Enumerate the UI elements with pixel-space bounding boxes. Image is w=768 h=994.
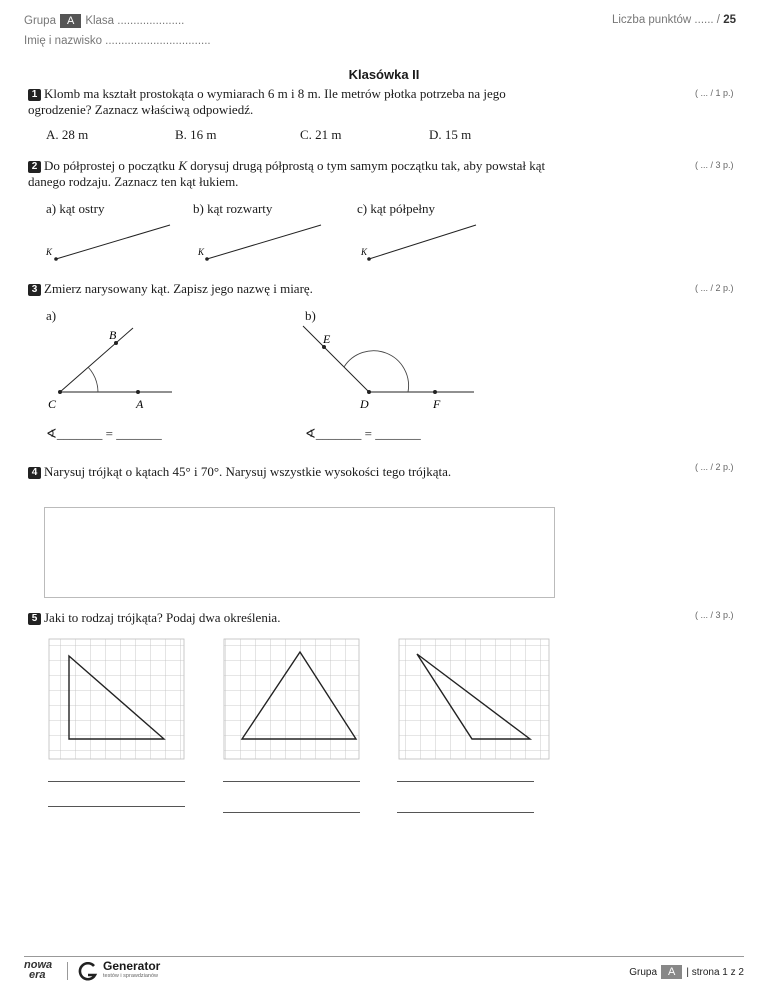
answer-line-1a[interactable] — [48, 781, 185, 782]
class-label: Klasa ..................... — [85, 15, 185, 27]
generator-logo — [103, 960, 160, 980]
point-k-label: K — [46, 247, 53, 257]
points-label: Liczba punktów ...... / — [611, 14, 720, 26]
part-b-label: b) — [305, 308, 316, 323]
point-c-label: C — [48, 397, 57, 411]
question-number: 5 — [28, 613, 41, 625]
group-class-line — [24, 14, 184, 28]
question-text: Jaki to rodzaj trójkąta? Podaj dwa określenia. — [44, 610, 281, 625]
question-points: ( ... / 1 p.) — [695, 88, 734, 98]
logo-separator — [67, 962, 68, 980]
footer-page-number: | strona 1 z 2 — [686, 967, 744, 978]
point-k-label: K — [361, 247, 368, 257]
question-number: 3 — [28, 284, 41, 296]
question-4 — [28, 464, 588, 480]
footer-group-badge: A — [661, 965, 682, 979]
answer-option-c[interactable]: C. 21 m — [300, 127, 342, 142]
points-line — [612, 14, 736, 26]
point-f-label: F — [433, 397, 441, 411]
part-a-label: a) — [46, 308, 57, 323]
question-text: Narysuj trójkąt o kątach 45° i 70°. Narysuj wszystkie wysokości tego trójkąta. — [44, 464, 452, 479]
question-text: Klomb ma kształt prostokąta o wymiarach 6 m i 8 m. Ile metrów płotka potrzeba na jego ogrodzenie? Zaznacz właściwą odpowiedź. — [28, 86, 506, 117]
question-points: ( ... / 2 p.) — [695, 283, 734, 293]
footer-divider — [24, 956, 744, 957]
group-label: Grupa — [24, 15, 56, 27]
answer-option-d[interactable]: D. 15 m — [429, 127, 472, 142]
question-number: 2 — [28, 161, 41, 173]
footer-page-info — [629, 965, 744, 979]
triangle-3 — [399, 639, 549, 759]
point-a-label: A — [136, 397, 144, 411]
generator-subtitle: testów i sprawdzianów — [103, 973, 159, 979]
logo-top: nowa — [24, 959, 53, 971]
point-e-label: E — [323, 332, 331, 346]
question-points: ( ... / 2 p.) — [695, 462, 734, 472]
question-variable: K — [178, 158, 187, 173]
question-2 — [28, 158, 568, 190]
point-k-label: K — [198, 247, 205, 257]
angle-b — [303, 326, 474, 411]
answer-option-b[interactable]: B. 16 m — [175, 127, 217, 142]
point-d-label: D — [360, 397, 369, 411]
ray-a[interactable] — [45, 225, 170, 261]
question-points: ( ... / 3 p.) — [695, 160, 734, 170]
nowa-era-logo — [24, 960, 64, 980]
part-c-label: c) kąt półpełny — [357, 201, 435, 216]
triangle-1 — [49, 639, 184, 759]
answer-line-2a[interactable] — [223, 781, 360, 782]
logo-bottom: era — [29, 969, 46, 981]
question-number: 1 — [28, 89, 41, 101]
question-5 — [28, 610, 568, 626]
question-3 — [28, 281, 568, 297]
group-badge: A — [60, 14, 81, 28]
angle-drawings — [0, 320, 768, 415]
question-points: ( ... / 3 p.) — [695, 610, 734, 620]
ray-c[interactable] — [360, 225, 476, 261]
answer-line-3a[interactable] — [397, 781, 534, 782]
drawing-area[interactable] — [44, 507, 555, 598]
answer-option-a[interactable]: A. 28 m — [46, 127, 89, 142]
point-b-label: B — [109, 328, 117, 342]
answer-line-1b[interactable] — [48, 806, 185, 807]
ray-b[interactable] — [197, 225, 321, 261]
part-a-label: a) kąt ostry — [46, 201, 105, 216]
question-number: 4 — [28, 467, 41, 479]
ray-drawings — [0, 215, 768, 270]
question-1 — [28, 86, 568, 118]
triangle-grids — [0, 630, 768, 765]
points-total: 25 — [723, 14, 736, 26]
test-title: Klasówka II — [348, 67, 420, 82]
generator-g-icon — [77, 962, 99, 982]
footer-group-label: Grupa — [629, 967, 658, 978]
question-text-after: dorysuj drugą półprostą o tym samym początku tak, aby powstał kąt danego rodzaju. Zaznacz ten kąt łukiem. — [28, 158, 546, 189]
question-text: Zmierz narysowany kąt. Zapisz jego nazwę i miarę. — [44, 281, 313, 296]
generator-title: Generator — [103, 959, 161, 973]
answer-b-field[interactable]: ∢_______ = _______ — [305, 426, 421, 441]
angle-a — [48, 328, 172, 411]
question-text-before: Do półprostej o początku — [44, 158, 179, 173]
answer-line-3b[interactable] — [397, 812, 534, 813]
answer-line-2b[interactable] — [223, 812, 360, 813]
triangle-2 — [224, 639, 359, 759]
part-b-label: b) kąt rozwarty — [193, 201, 273, 216]
name-label: Imię i nazwisko ................................. — [24, 35, 211, 47]
answer-a-field[interactable]: ∢_______ = _______ — [46, 426, 162, 441]
